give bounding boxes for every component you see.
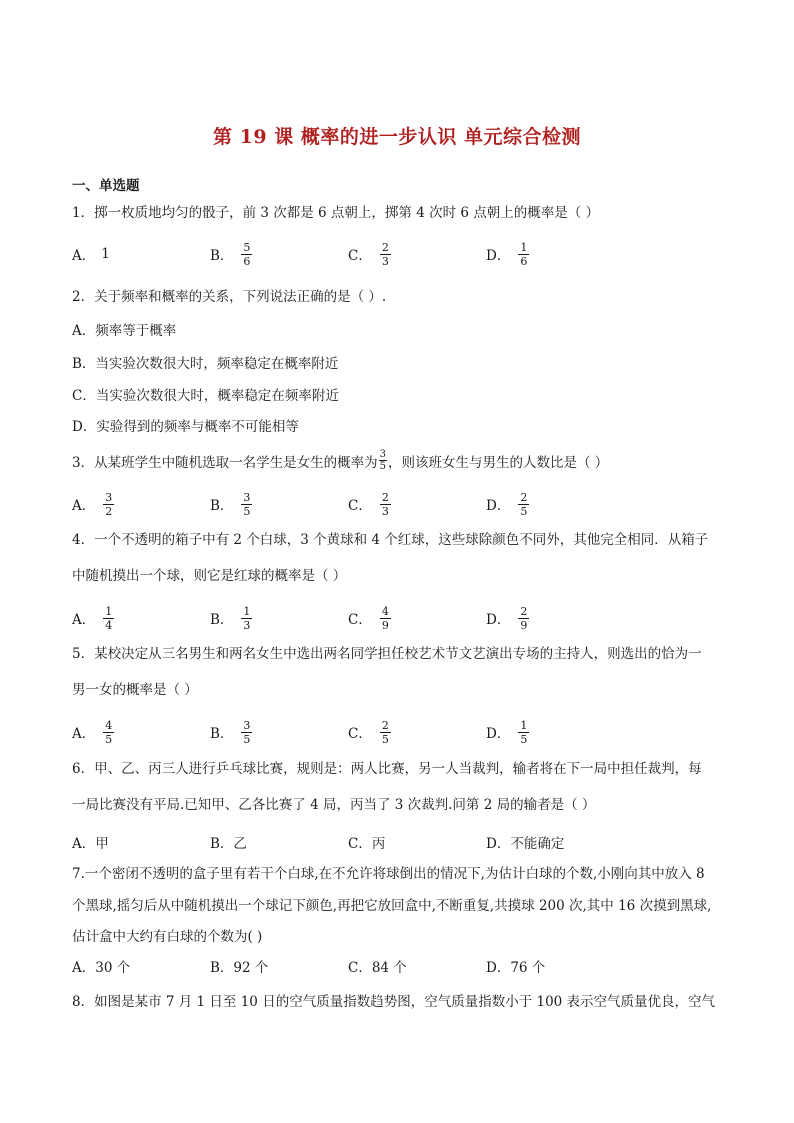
question-7-line-1: 7.一个密闭不透明的盒子里有若干个白球,在不允许将球倒出的情况下,为估计白球的个数,小刚向其中放入 8 <box>72 866 705 882</box>
fraction: $\frac{2}{5}$ <box>381 718 389 746</box>
choice-c[interactable]: C．丙 <box>348 836 386 852</box>
question-6-choices <box>72 824 672 860</box>
question-6-line-2: 一局比赛没有平局.已知甲、乙各比赛了 4 局，丙当了 3 次裁判.问第 2 局的输者是（ ） <box>72 797 596 813</box>
fraction: $\frac{3}{5}$ <box>243 490 251 518</box>
choice-d[interactable]: D．实验得到的频率与概率不可能相等 <box>72 419 299 435</box>
question-7-choices <box>72 948 672 984</box>
choice-a[interactable]: A．30 个 <box>72 960 131 976</box>
question-4-choices <box>72 600 672 636</box>
section-heading: 一、单选题 <box>72 178 140 194</box>
choice-a[interactable]: A． $\frac{4}{5}$ <box>72 718 113 746</box>
choice-d[interactable]: D． $\frac{1}{6}$ <box>486 240 528 268</box>
choice-b[interactable]: B． $\frac{5}{6}$ <box>210 240 251 268</box>
choice-b[interactable]: B． $\frac{3}{5}$ <box>210 718 251 746</box>
question-4-line-2: 中随机摸出一个球，则它是红球的概率是（ ） <box>72 568 347 584</box>
choice-d[interactable]: D． $\frac{1}{5}$ <box>486 718 528 746</box>
question-6-line-1: 6．甲、乙、丙三人进行乒乓球比赛，规则是：两人比赛，另一人当裁判，输者将在下一局中担任裁判，每 <box>72 761 702 777</box>
choice-b[interactable]: B．乙 <box>210 836 247 852</box>
choice-c[interactable]: C．当实验次数很大时，概率稳定在频率附近 <box>72 388 339 404</box>
fraction: $\frac{1}{3}$ <box>243 604 251 632</box>
question-4-line-1: 4．一个不透明的箱子中有 2 个白球，3 个黄球和 4 个红球，这些球除颜色不同外，其他完全相同．从箱子 <box>72 532 709 548</box>
choice-a[interactable]: A． 1 <box>72 246 110 264</box>
fraction: $\frac{1}{6}$ <box>520 240 528 268</box>
question-1-choices <box>72 236 672 272</box>
page-title: 第 19 课 概率的进一步认识 单元综合检测 <box>213 126 581 148</box>
fraction: $\frac{5}{6}$ <box>243 240 251 268</box>
question-7-line-3: 估计盒中大约有白球的个数为( ) <box>72 929 263 945</box>
choice-b[interactable]: B． $\frac{1}{3}$ <box>210 604 251 632</box>
choice-d[interactable]: D． $\frac{2}{5}$ <box>486 490 528 518</box>
choice-c[interactable]: C． $\frac{2}{3}$ <box>348 240 389 268</box>
question-1-text: 1．掷一枚质地均匀的骰子，前 3 次都是 6 点朝上，掷第 4 次时 6 点朝上的概率是（ ） <box>72 205 600 221</box>
choice-d[interactable]: D．76 个 <box>486 960 546 976</box>
choice-d[interactable]: D． $\frac{2}{9}$ <box>486 604 528 632</box>
choice-c[interactable]: C．84 个 <box>348 960 407 976</box>
fraction: $\frac{4}{9}$ <box>381 604 389 632</box>
choice-d[interactable]: D．不能确定 <box>486 836 565 852</box>
question-8-line-1: 8．如图是某市 7 月 1 日至 10 日的空气质量指数趋势图，空气质量指数小于 100 表示空气质量优良，空气 <box>72 994 716 1010</box>
choice-c[interactable]: C． $\frac{2}{5}$ <box>348 718 389 746</box>
choice-b[interactable]: B．当实验次数很大时，频率稳定在概率附近 <box>72 356 339 372</box>
fraction: $\frac{2}{5}$ <box>520 490 528 518</box>
choice-c[interactable]: C． $\frac{2}{3}$ <box>348 490 389 518</box>
fraction: $\frac{1}{5}$ <box>520 718 528 746</box>
fraction: $\frac{2}{3}$ <box>381 490 389 518</box>
question-3-choices <box>72 486 672 522</box>
question-2-text: 2．关于频率和概率的关系，下列说法正确的是（ ）. <box>72 289 387 305</box>
fraction: $\frac{2}{3}$ <box>381 240 389 268</box>
fraction: $\frac{3}{5}$ <box>243 718 251 746</box>
choice-c[interactable]: C． $\frac{4}{9}$ <box>348 604 389 632</box>
choice-a[interactable]: A． $\frac{3}{2}$ <box>72 490 113 518</box>
question-3-text: 3．从某班学生中随机选取一名学生是女生的概率为 $\frac{3}{5}$ ，则该班女生与男生的人数比是（ ） <box>72 449 609 472</box>
choice-a[interactable]: A． $\frac{1}{4}$ <box>72 604 113 632</box>
fraction: $\frac{1}{4}$ <box>105 604 113 632</box>
fraction: $\frac{4}{5}$ <box>105 718 113 746</box>
fraction: $\frac{3}{5}$ <box>379 449 386 472</box>
question-7-line-2: 个黑球,摇匀后从中随机摸出一个球记下颜色,再把它放回盒中,不断重复,共摸球 200 次,其中 16 次摸到黑球, <box>72 898 712 914</box>
question-5-line-2: 男一女的概率是（ ） <box>72 682 198 698</box>
choice-b[interactable]: B．92 个 <box>210 960 269 976</box>
choice-a[interactable]: A．频率等于概率 <box>72 323 177 339</box>
fraction: $\frac{3}{2}$ <box>105 490 113 518</box>
choice-a[interactable]: A．甲 <box>72 836 109 852</box>
question-5-line-1: 5．某校决定从三名男生和两名女生中选出两名同学担任校艺术节文艺演出专场的主持人，则选出的恰为一 <box>72 646 702 662</box>
question-5-choices <box>72 714 672 750</box>
fraction: $\frac{2}{9}$ <box>520 604 528 632</box>
choice-b[interactable]: B． $\frac{3}{5}$ <box>210 490 251 518</box>
